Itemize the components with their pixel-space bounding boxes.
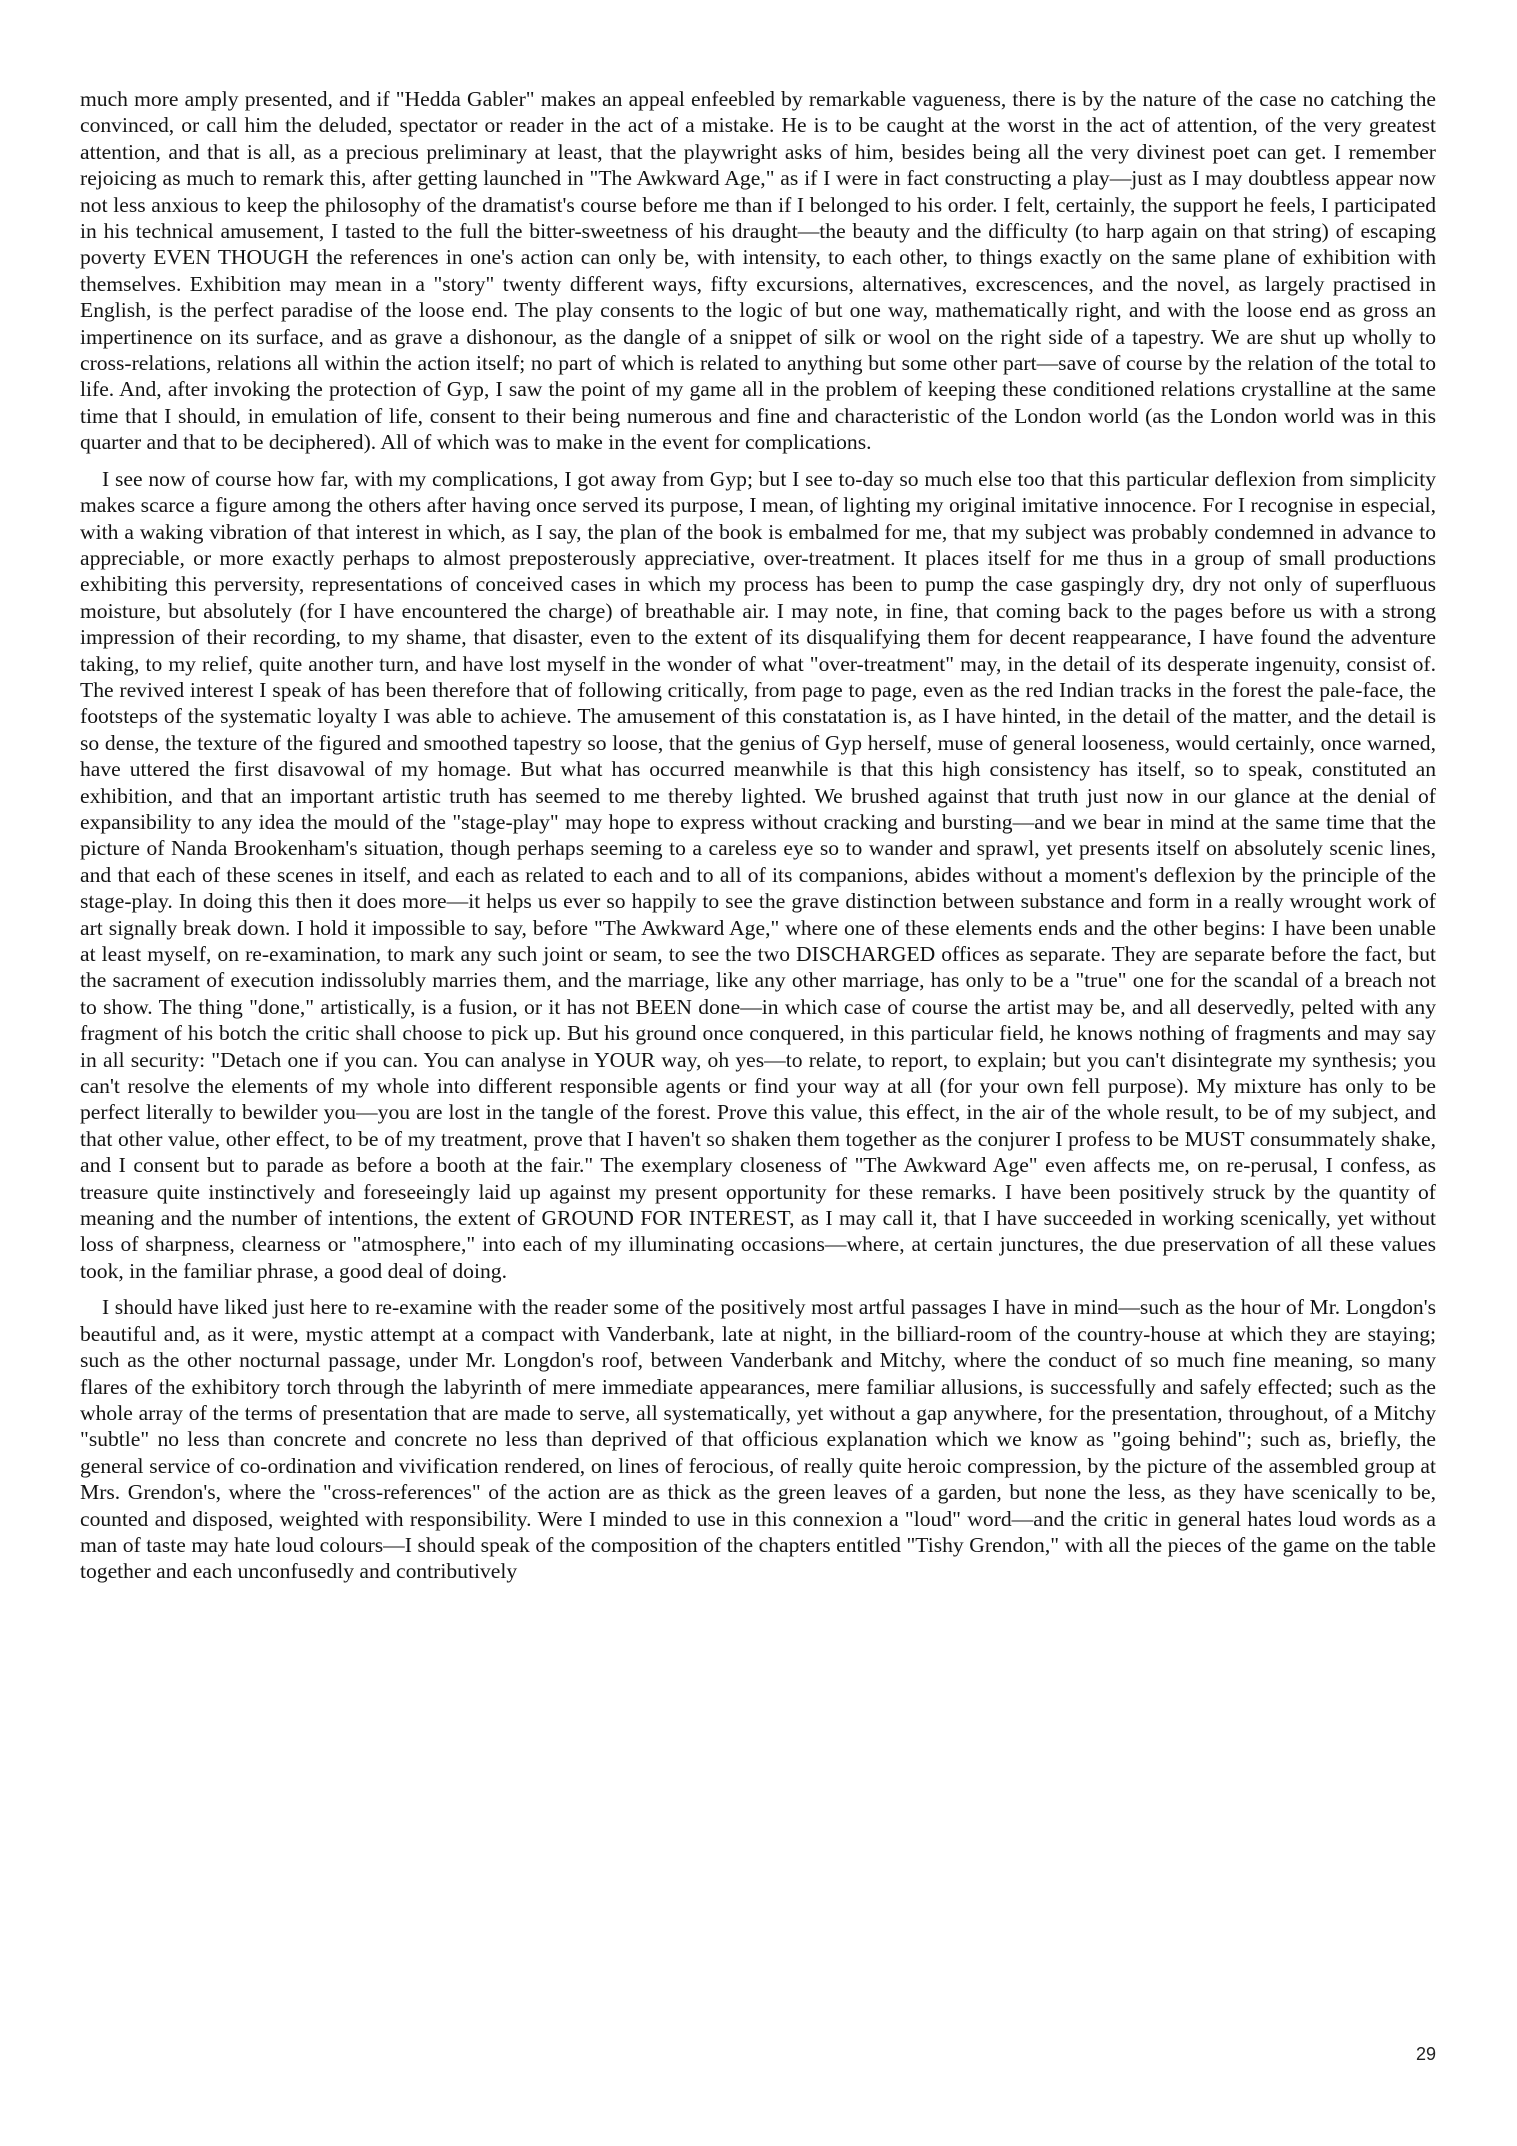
body-text	[80, 86, 1436, 1595]
paragraph-artful-passages: I should have liked just here to re-examine with the reader some of the positively most artful passages I have in mind—such as the hour of Mr. Longdon's beautiful and, as it were, mystic attempt at a compact with Vanderbank, late at night, in the billiard-room of the country-house at which they are staying; such as the other nocturnal passage, under Mr. Longdon's roof, between Vanderbank and Mitchy, where the conduct of so much fine meaning, so many flares of the exhibitory torch through the labyrinth of mere immediate appearances, mere familiar allusions, is successfully and safely effected; such as the whole array of the terms of presentation that are made to serve, all systematically, yet without a gap anywhere, for the presentation, throughout, of a Mitchy "subtle" no less than concrete and concrete no less than deprived of that officious explanation which we know as "going behind"; such as, briefly, the general service of co-ordination and vivification rendered, on lines of ferocious, of really quite heroic compression, by the picture of the assembled group at Mrs. Grendon's, where the "cross-references" of the action are as thick as the green leaves of a garden, but none the less, as they have scenically to be, counted and disposed, weighted with responsibility. Were I minded to use in this connexion a "loud" word—and the critic in general hates loud words as a man of taste may hate loud colours—I should speak of the composition of the chapters entitled "Tishy Grendon," with all the pieces of the game on the table together and each unconfusedly and contributively	[80, 1295, 1436, 1584]
paragraph-complications: I see now of course how far, with my complications, I got away from Gyp; but I see to-day so much else too that this particular deflexion from simplicity makes scarce a figure among the others after having once served its purpose, I mean, of lighting my original imitative innocence. For I recognise in especial, with a waking vibration of that interest in which, as I say, the plan of the book is embalmed for me, that my subject was probably condemned in advance to appreciable, or more exactly perhaps to almost preposterously appreciative, over-treatment. It places itself for me thus in a group of small productions exhibiting this perversity, representations of conceived cases in which my process has been to pump the case gaspingly dry, dry not only of superfluous moisture, but absolutely (for I have encountered the charge) of breathable air. I may note, in fine, that coming back to the pages before us with a strong impression of their recording, to my shame, that disaster, even to the extent of its disqualifying them for decent reappearance, I have found the adventure taking, to my relief, quite another turn, and have lost myself in the wonder of what "over-treatment" may, in the detail of its desperate ingenuity, consist of. The revived interest I speak of has been therefore that of following critically, from page to page, even as the red Indian tracks in the forest the pale-face, the footsteps of the systematic loyalty I was able to achieve. The amusement of this constatation is, as I have hinted, in the detail of the matter, and the detail is so dense, the texture of the figured and smoothed tapestry so loose, that the genius of Gyp herself, muse of general looseness, would certainly, once warned, have uttered the first disavowal of my homage. But what has occurred meanwhile is that this high consistency has itself, so to speak, constituted an exhibition, and that an important artistic truth has seemed to me thereby lighted. We brushed against that truth just now in our glance at the denial of expansibility to any idea the mould of the "stage-play" may hope to express without cracking and bursting—and we bear in mind at the same time that the picture of Nanda Brookenham's situation, though perhaps seeming to a careless eye so to wander and sprawl, yet presents itself on absolutely scenic lines, and that each of these scenes in itself, and each as related to each and to all of its companions, abides without a moment's deflexion by the principle of the stage-play. In doing this then it does more—it helps us ever so happily to see the grave distinction between substance and form in a really wrought work of art signally break down. I hold it impossible to say, before "The Awkward Age," where one of these elements ends and the other begins: I have been unable at least myself, on re-examination, to mark any such joint or seam, to see the two DISCHARGED offices as separate. They are separate before the fact, but the sacrament of execution indissolubly marries them, and the marriage, like any other marriage, has only to be a "true" one for the scandal of a breach not to show. The thing "done," artistically, is a fusion, or it has not BEEN done—in which case of course the artist may be, and all deservedly, pelted with any fragment of his botch the critic shall choose to pick up. But his ground once conquered, in this particular field, he knows nothing of fragments and may say in all security: "Detach one if you can. You can analyse in YOUR way, oh yes—to relate, to report, to explain; but you can't disintegrate my synthesis; you can't resolve the elements of my whole into different responsible agents or find your way at all (for your own fell purpose). My mixture has only to be perfect literally to bewilder you—you are lost in the tangle of the forest. Prove this value, this effect, in the air of the whole result, to be of my subject, and that other value, other effect, to be of my treatment, prove that I haven't so shaken them together as the conjurer I profess to be MUST consummately shake, and I consent but to parade as before a booth at the fair." The exemplary closeness of "The Awkward Age" even affects me, on re-perusal, I confess, as treasure quite instinctively and foreseeingly laid up against my present opportunity for these remarks. I have been positively struck by the quantity of meaning and the number of intentions, the extent of GROUND FOR INTEREST, as I may call it, that I have succeeded in working scenically, yet without loss of sharpness, clearness or "atmosphere," into each of my illuminating occasions—where, at certain junctures, the due preservation of all these values took, in the familiar phrase, a good deal of doing.	[80, 466, 1436, 1283]
paragraph-continued: much more amply presented, and if "Hedda Gabler" makes an appeal enfeebled by remarkable vagueness, there is by the nature of the case no catching the convinced, or call him the deluded, spectator or reader in the act of a mistake. He is to be caught at the worst in the act of attention, of the very greatest attention, and that is all, as a precious preliminary at least, that the playwright asks of him, besides being all the very divinest poet can get. I remember rejoicing as much to remark this, after getting launched in "The Awkward Age," as if I were in fact constructing a play—just as I may doubtless appear now not less anxious to keep the philosophy of the dramatist's course before me than if I belonged to his order. I felt, certainly, the support he feels, I participated in his technical amusement, I tasted to the full the bitter-sweetness of his draught—the beauty and the difficulty (to harp again on that string) of escaping poverty EVEN THOUGH the references in one's action can only be, with intensity, to each other, to things exactly on the same plane of exhibition with themselves. Exhibition may mean in a "story" twenty different ways, fifty excursions, alternatives, excrescences, and the novel, as largely practised in English, is the perfect paradise of the loose end. The play consents to the logic of but one way, mathematically right, and with the loose end as gross an impertinence on its surface, and as grave a dishonour, as the dangle of a snippet of silk or wool on the right side of a tapestry. We are shut up wholly to cross-relations, relations all within the action itself; no part of which is related to anything but some other part—save of course by the relation of the total to life. And, after invoking the protection of Gyp, I saw the point of my game all in the problem of keeping these conditioned relations crystalline at the same time that I should, in emulation of life, consent to their being numerous and fine and characteristic of the London world (as the London world was in this quarter and that to be deciphered). All of which was to make in the event for complications.	[80, 87, 1436, 455]
page-number: 29	[1415, 2044, 1436, 2064]
